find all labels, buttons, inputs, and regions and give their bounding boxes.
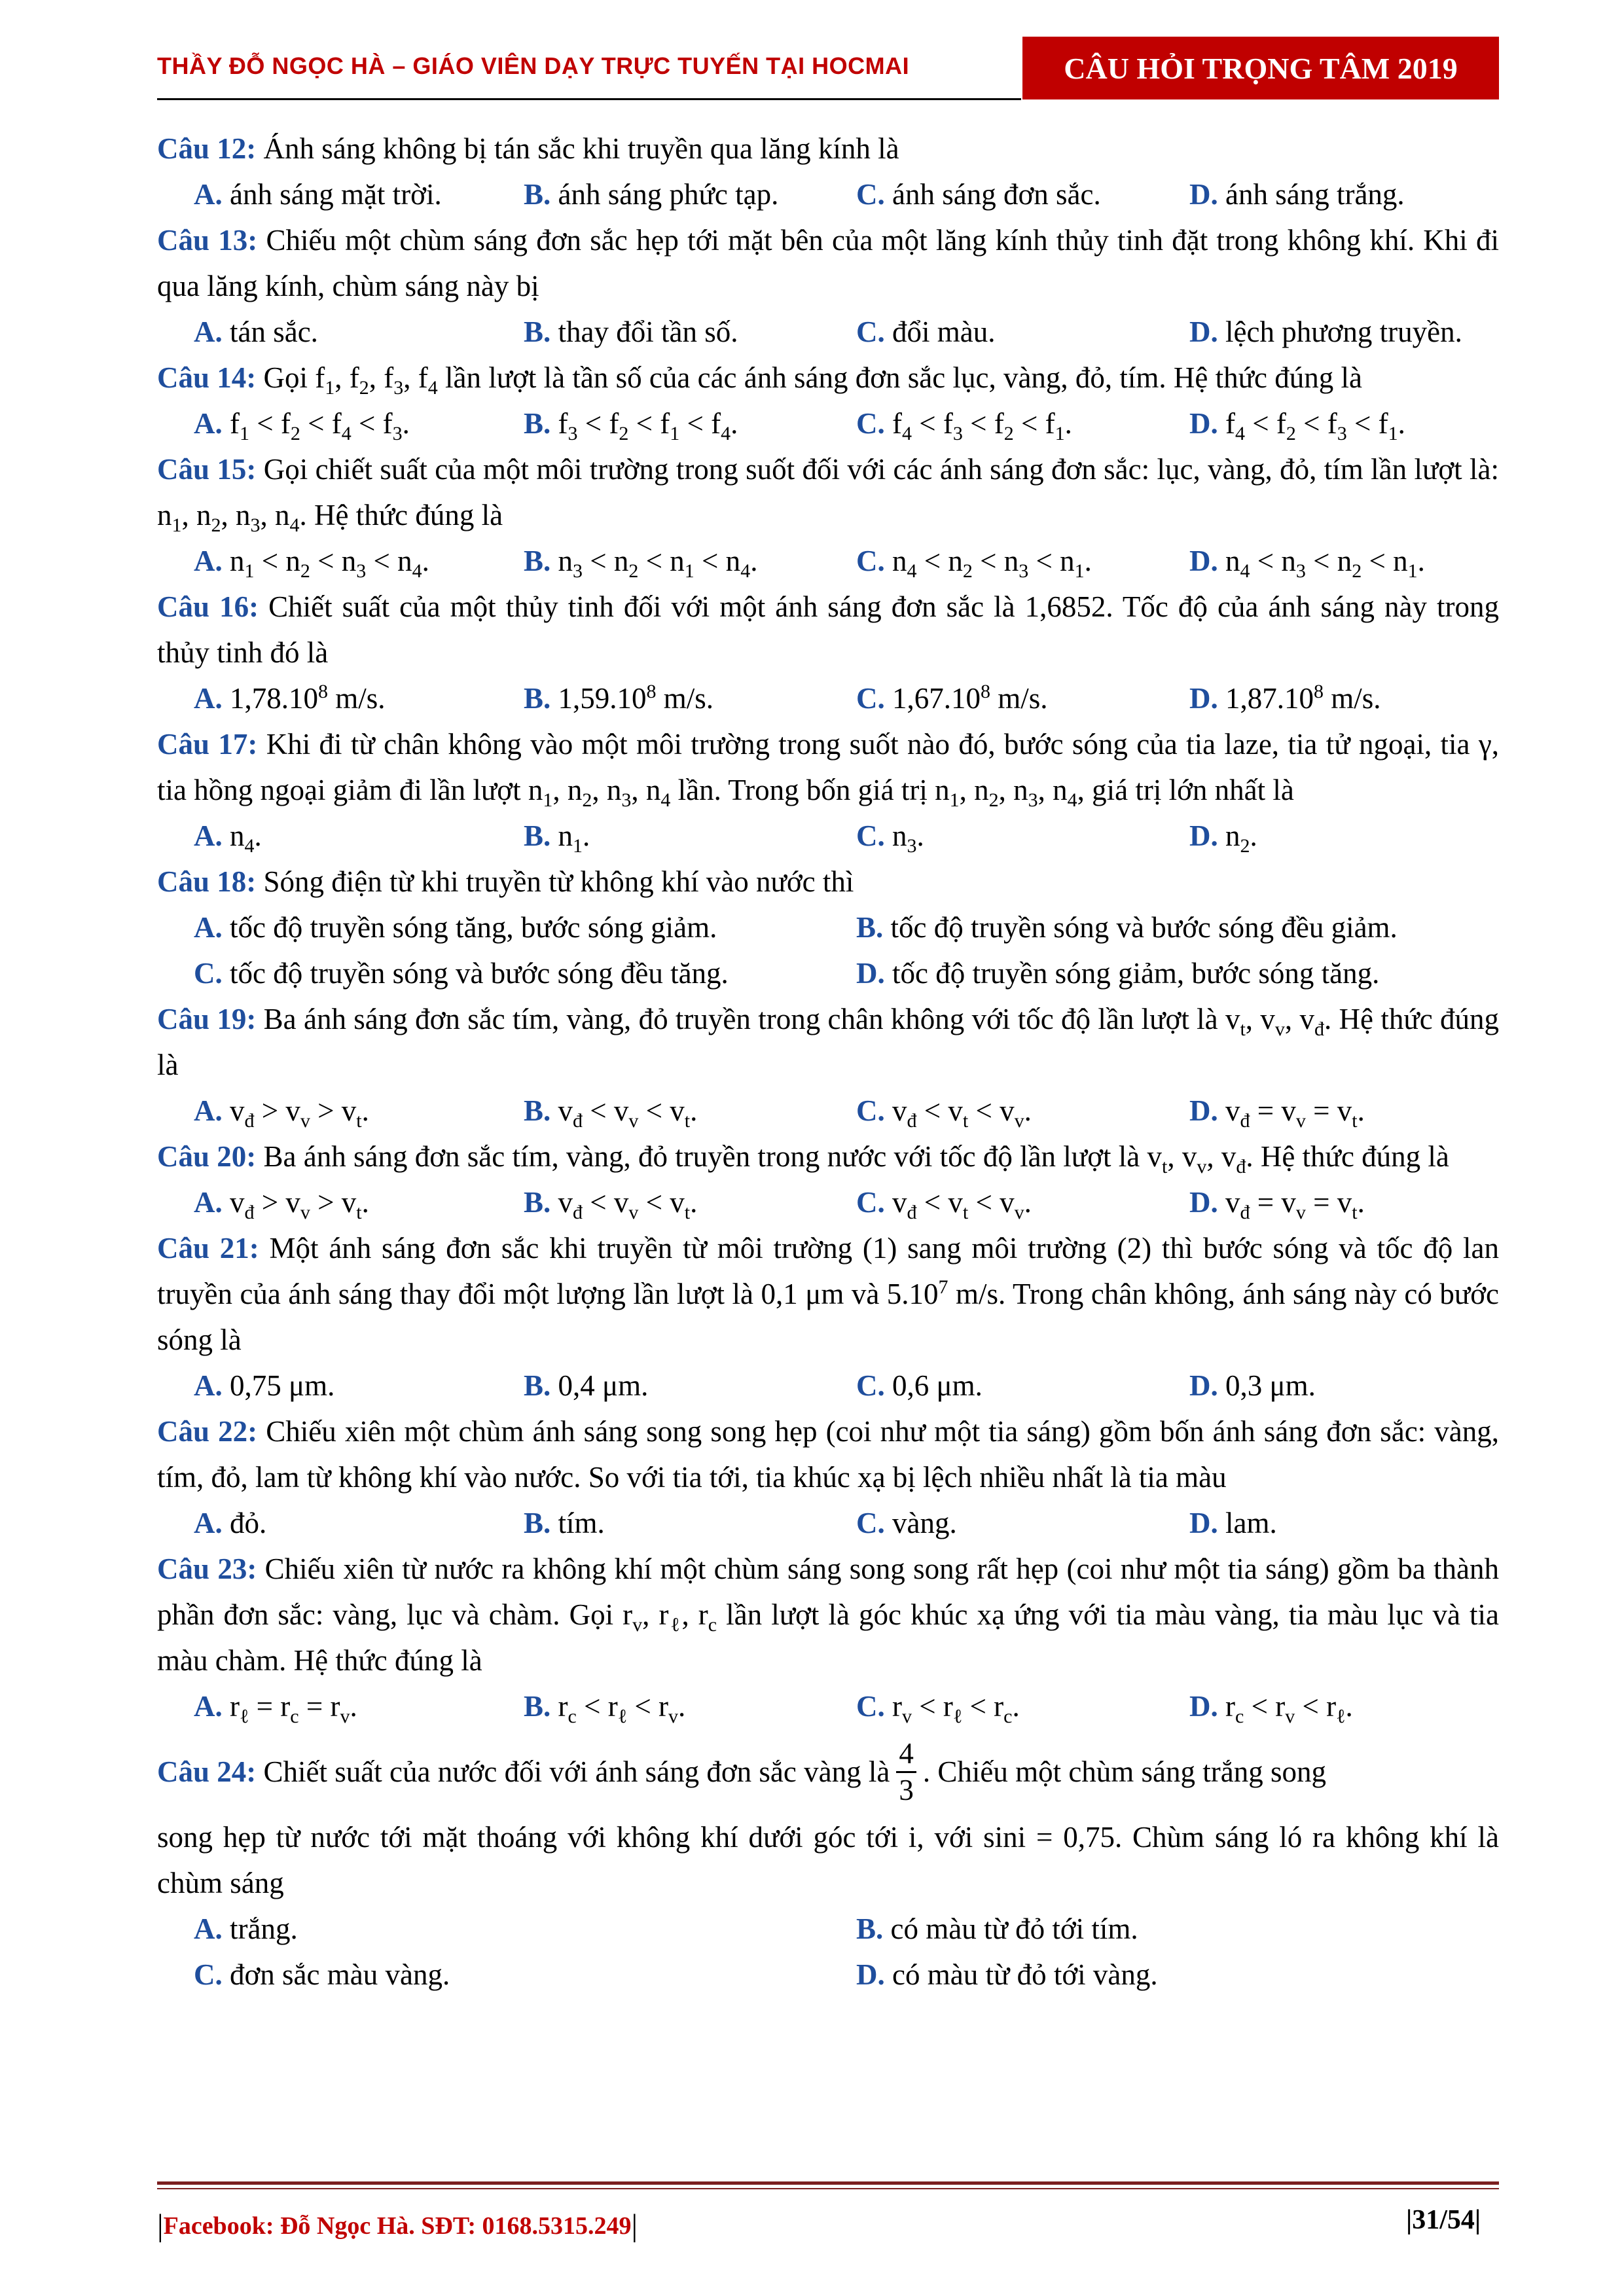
question-15: Câu 15: Gọi chiết suất của một môi trường trong suốt đối với các ánh sáng đơn sắc: lục, vàng, đỏ, tím lần lượt là: $n_1$, $n_2$, $n_3$, $n_4$. Hệ thức đúng là (157, 453, 1499, 536)
question-text: . Hệ thức đúng là (1246, 1140, 1449, 1173)
option-d: D. tốc độ truyền sóng giảm, bước sóng tăng. (856, 957, 1380, 990)
question-24-cont: song hẹp từ nước tới mặt thoáng với không khí dưới góc tới i, với sini = 0,75. Chùm sáng ló ra không khí là chùm sáng (157, 1821, 1499, 1899)
question-21: Câu 21: Một ánh sáng đơn sắc khi truyền từ môi trường (1) sang môi trường (2) thì bước sóng và tốc độ lan truyền của ánh sáng thay đổi một lượng lần lượt là 0,1 μm và 5.10$^7$ m/s. Trong chân không, ánh sáng này có bước sóng là (157, 1232, 1500, 1356)
question-number: Câu 20: (157, 1140, 257, 1173)
option-b: B. $v_đ < v_v < v_t$. (524, 1186, 698, 1223)
option-a: A. tán sắc. (194, 315, 318, 348)
options-20 (157, 1179, 1499, 1225)
option-d: D. $n_2$. (1189, 819, 1257, 857)
option-c: C. ánh sáng đơn sắc. (856, 178, 1101, 211)
option-c: C. $f_4 < f_3 < f_2 < f_1$. (856, 407, 1072, 444)
question-text: . Hệ thức đúng là (157, 1003, 1500, 1081)
question-number: Câu 14: (157, 361, 257, 394)
option-b: B. $n_1$. (524, 819, 590, 857)
option-d: D. lệch phương truyền. (1189, 315, 1462, 348)
option-a: A. $n_4$. (194, 819, 262, 857)
option-d: D. ánh sáng trắng. (1189, 178, 1405, 211)
option-a: A. tốc độ truyền sóng tăng, bước sóng giảm. (194, 911, 717, 944)
question-number: Câu 15: (157, 453, 257, 486)
footer-rule (157, 2181, 1499, 2185)
question-14: Câu 14: Gọi $f_1$, $f_2$, $f_3$, $f_4$ lần lượt là tần số của các ánh sáng đơn sắc lục, vàng, đỏ, tím. Hệ thức đúng là (157, 361, 1362, 399)
question-text: . Chiếu một chùm sáng trắng song (922, 1755, 1327, 1788)
options-16 (157, 675, 1499, 721)
option-c: C. $n_3$. (856, 819, 924, 857)
question-number: Câu 24: (157, 1755, 257, 1788)
options-15 (157, 538, 1499, 584)
options-23 (157, 1683, 1499, 1729)
option-a: A. đỏ. (194, 1507, 267, 1539)
header-rule (157, 98, 1021, 100)
question-text: , giá trị lớn nhất là (1077, 774, 1294, 806)
option-a: A. $f_1 < f_2 < f_4 < f_3$. (194, 407, 410, 444)
question-number: Câu 13: (157, 224, 258, 257)
question-text: m/s. Trong chân không, ánh sáng này có bước sóng là (157, 1278, 1499, 1356)
option-c: C. tốc độ truyền sóng và bước sóng đều tăng. (194, 957, 729, 990)
page-number: |31/54| (1406, 2205, 1481, 2235)
question-text: Chiếu xiên một chùm ánh sáng song song hẹp (coi như một tia sáng) gồm bốn ánh sáng đơn sắc: vàng, tím, đỏ, lam từ không khí vào nước. So với tia tới, tia khúc xạ bị lệch nhiều nhất là tia màu (157, 1415, 1499, 1494)
question-text: Chiết suất của một thủy tinh đối với một ánh sáng đơn sắc là 1,6852. Tốc độ của ánh sáng này trong thủy tinh đó là (157, 590, 1499, 669)
question-text: Ba ánh sáng đơn sắc tím, vàng, đỏ truyền trong nước với tốc độ lần lượt là v (256, 1140, 1162, 1173)
question-text: Ánh sáng không bị tán sắc khi truyền qua lăng kính là (256, 132, 899, 165)
option-d: D. $n_4 < n_3 < n_2 < n_1$. (1189, 545, 1425, 582)
option-c: C. 1,67.10$^8$ m/s. (856, 681, 1048, 715)
option-d: D. $r_c < r_v < r_\ell$. (1189, 1690, 1353, 1727)
option-a: A. $r_\ell = r_c = r_v$. (194, 1690, 357, 1727)
option-a: A. 1,78.10$^8$ m/s. (194, 681, 386, 715)
options-18-row1 (157, 905, 1499, 950)
option-c: C. $v_đ < v_t < v_v$. (856, 1094, 1032, 1132)
question-text: lần lượt là góc khúc xạ ứng với tia màu vàng, tia màu lục và tia màu chàm. Hệ thức đúng là (157, 1598, 1499, 1677)
option-a: A. $v_đ > v_v > v_t$. (194, 1094, 369, 1132)
question-text: Gọi chiết suất của một môi trường trong suốt đối với các ánh sáng đơn sắc: lục, vàng, đỏ, tím lần lượt là: n (157, 453, 1499, 531)
footer-contact-text: Facebook: Đỗ Ngọc Hà. SĐT: 0168.5315.249 (163, 2212, 632, 2240)
question-text: Chiếu xiên từ nước ra không khí một chùm sáng song song rất hẹp (coi như một tia sáng) gồm ba thành phần đơn sắc: vàng, lục và chàm. Gọi r (157, 1552, 1499, 1631)
option-d: D. lam. (1189, 1507, 1277, 1539)
option-d: D. 1,87.10$^8$ m/s. (1189, 681, 1381, 715)
header-badge: CÂU HỎI TRỌNG TÂM 2019 (1022, 37, 1499, 99)
option-b: B. tím. (524, 1507, 605, 1539)
question-number: Câu 16: (157, 590, 259, 623)
option-c: C. vàng. (856, 1507, 957, 1539)
option-c: C. đơn sắc màu vàng. (194, 1958, 450, 1991)
question-number: Câu 18: (157, 865, 257, 898)
question-text: Ba ánh sáng đơn sắc tím, vàng, đỏ truyền trong chân không với tốc độ lần lượt là v (256, 1003, 1240, 1035)
option-c: C. $n_4 < n_2 < n_3 < n_1$. (856, 545, 1092, 582)
options-24-row2 (157, 1952, 1499, 1998)
question-text: Chiết suất của nước đối với ánh sáng đơn sắc vàng là (256, 1755, 890, 1788)
option-c: C. $v_đ < v_t < v_v$. (856, 1186, 1032, 1223)
option-a: A. ánh sáng mặt trời. (194, 178, 442, 211)
question-text: . Hệ thức đúng là (299, 499, 503, 531)
option-d: D. $v_đ = v_v = v_t$. (1189, 1186, 1365, 1223)
option-d: D. có màu từ đỏ tới vàng. (856, 1958, 1158, 1991)
question-number: Câu 19: (157, 1003, 257, 1035)
question-17: Câu 17: Khi đi từ chân không vào một môi trường trong suốt nào đó, bước sóng của tia laze, tia tử ngoại, tia γ, tia hồng ngoại giảm đi lần lượt $n_1$, $n_2$, $n_3$, $n_4$ lần. Trong bốn giá trị $n_1$, $n_2$, $n_3$, $n_4$, giá trị lớn nhất là (157, 728, 1499, 811)
options-13 (157, 309, 1499, 355)
question-23: Câu 23: Chiếu xiên từ nước ra không khí một chùm sáng song song rất hẹp (coi như một tia sáng) gồm ba thành phần đơn sắc: vàng, lục và chàm. Gọi $r_v$, $r_\ell$, $r_c$ lần lượt là góc khúc xạ ứng với tia màu vàng, tia màu lục và tia màu chàm. Hệ thức đúng là (157, 1552, 1499, 1677)
question-text: Chiếu một chùm sáng đơn sắc hẹp tới mặt bên của một lăng kính thủy tinh đặt trong không khí. Khi đi qua lăng kính, chùm sáng này bị (157, 224, 1500, 302)
question-19: Câu 19: Ba ánh sáng đơn sắc tím, vàng, đỏ truyền trong chân không với tốc độ lần lượt là $v_t$, $v_v$, $v_đ$. Hệ thức đúng là (157, 1003, 1500, 1081)
header-teacher-title: THẦY ĐỖ NGỌC HÀ – GIÁO VIÊN DẠY TRỰC TUYẾN TẠI HOCMAI (157, 52, 910, 79)
options-24-row1 (157, 1906, 1499, 1952)
options-19 (157, 1088, 1499, 1134)
footer-contact: |Facebook: Đỗ Ngọc Hà. SĐT: 0168.5315.249| (157, 2208, 638, 2243)
option-c: C. $r_v < r_\ell < r_c$. (856, 1690, 1020, 1727)
option-a: A. $n_1 < n_2 < n_3 < n_4$. (194, 545, 429, 582)
option-b: B. 1,59.10$^8$ m/s. (524, 681, 714, 715)
question-24 (157, 1729, 1499, 1814)
question-number: Câu 17: (157, 728, 258, 761)
fraction-4-3: $\frac{4}{3}$ (896, 1736, 916, 1808)
footer-rule-thin (157, 2188, 1499, 2189)
options-17 (157, 813, 1499, 859)
option-b: B. 0,4 μm. (524, 1369, 649, 1402)
question-number: Câu 23: (157, 1552, 257, 1585)
options-12 (157, 171, 1499, 217)
question-text: Một ánh sáng đơn sắc khi truyền từ môi trường (1) sang môi trường (2) thì bước sóng và tốc độ lan truyền của ánh sáng thay đổi một lượng lần lượt là 0,1 μm và 5.10 (157, 1232, 1500, 1310)
option-b: B. $r_c < r_\ell < r_v$. (524, 1690, 686, 1727)
question-number: Câu 12: (157, 132, 257, 165)
option-d: D. 0,3 μm. (1189, 1369, 1316, 1402)
question-number: Câu 22: (157, 1415, 258, 1448)
options-18-row2 (157, 950, 1499, 996)
question-text: Gọi f (256, 361, 325, 394)
option-b: B. tốc độ truyền sóng và bước sóng đều giảm. (856, 911, 1398, 944)
option-b: B. ánh sáng phức tạp. (524, 178, 779, 211)
question-16 (157, 584, 1499, 675)
options-22 (157, 1500, 1499, 1546)
page-header (157, 37, 1499, 102)
option-c: C. 0,6 μm. (856, 1369, 983, 1402)
question-12 (157, 126, 1499, 171)
option-d: D. $v_đ = v_v = v_t$. (1189, 1094, 1365, 1132)
question-text: lần lượt là tần số của các ánh sáng đơn sắc lục, vàng, đỏ, tím. Hệ thức đúng là (437, 361, 1362, 394)
question-13 (157, 217, 1499, 309)
options-14 (157, 401, 1499, 446)
option-c: C. đổi màu. (856, 315, 996, 348)
option-a: A. 0,75 μm. (194, 1369, 335, 1402)
question-20: Câu 20: Ba ánh sáng đơn sắc tím, vàng, đỏ truyền trong nước với tốc độ lần lượt là $v_t$, $v_v$, $v_đ$. Hệ thức đúng là (157, 1140, 1449, 1177)
question-18 (157, 859, 1499, 905)
question-number: Câu 21: (157, 1232, 259, 1265)
option-a: A. $v_đ > v_v > v_t$. (194, 1186, 369, 1223)
options-21 (157, 1363, 1499, 1408)
option-a: A. trắng. (194, 1912, 298, 1945)
question-text: Khi đi từ chân không vào một môi trường trong suốt nào đó, bước sóng của tia laze, tia tử ngoại, tia γ, tia hồng ngoại giảm đi lần lượt n (157, 728, 1499, 806)
option-b: B. $n_3 < n_2 < n_1 < n_4$. (524, 545, 758, 582)
question-22 (157, 1408, 1499, 1500)
question-list (157, 126, 1499, 1998)
option-b: B. $f_3 < f_2 < f_1 < f_4$. (524, 407, 738, 444)
option-d: D. $f_4 < f_2 < f_3 < f_1$. (1189, 407, 1405, 444)
option-b: B. $v_đ < v_v < v_t$. (524, 1094, 698, 1132)
option-b: B. có màu từ đỏ tới tím. (856, 1912, 1138, 1945)
option-b: B. thay đổi tần số. (524, 315, 738, 348)
question-text: Sóng điện từ khi truyền từ không khí vào nước thì (256, 865, 854, 898)
question-text: lần. Trong bốn giá trị n (670, 774, 950, 806)
